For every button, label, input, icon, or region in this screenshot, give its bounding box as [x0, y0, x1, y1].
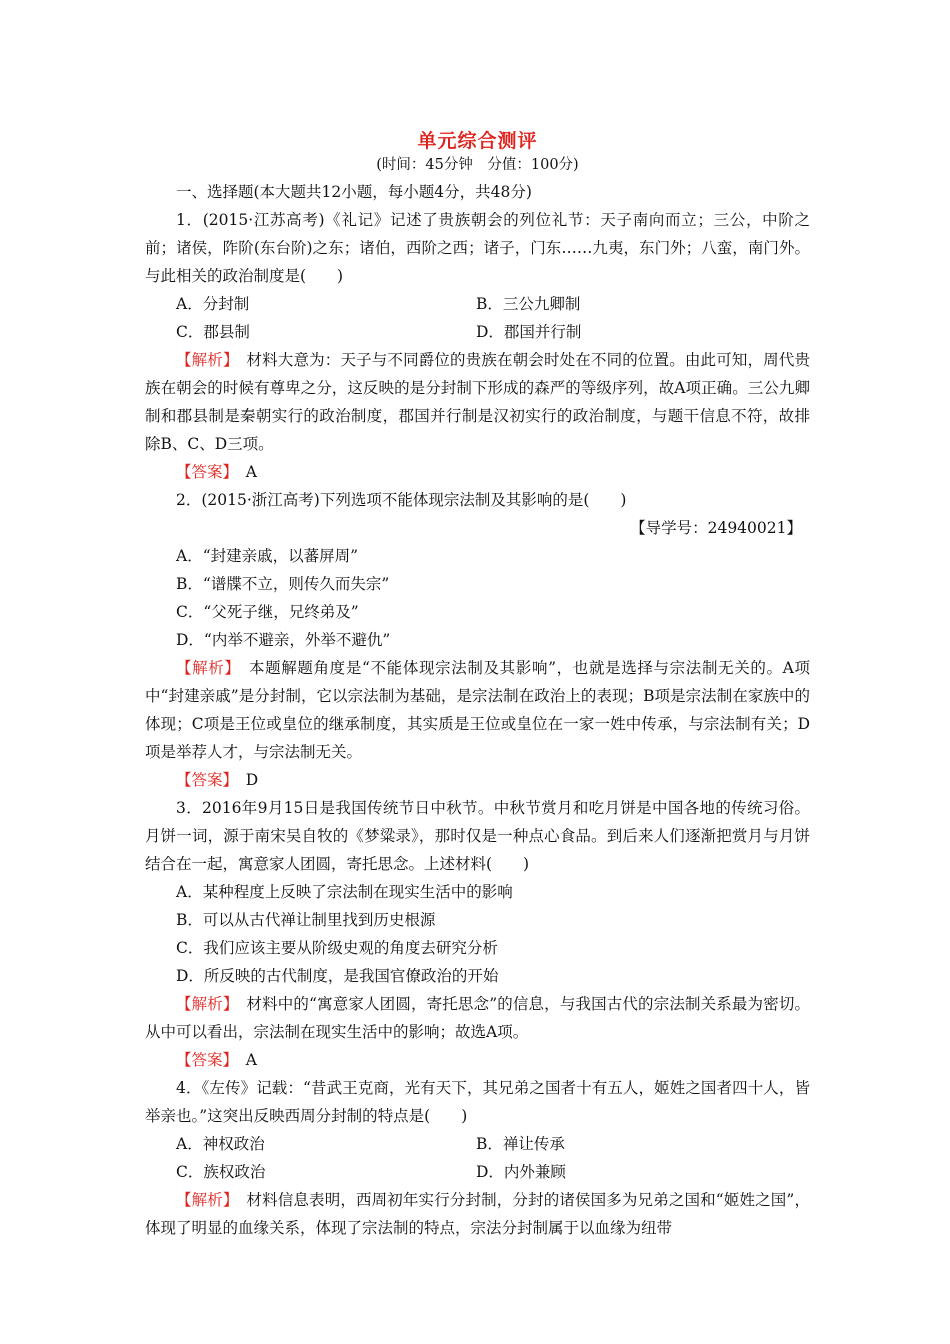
question-stem: 1．(2015·江苏高考)《礼记》记述了贵族朝会的列位礼节：天子南向而立；三公，中阶之前；诸侯，阼阶(东台阶)之东；诸伯，西阶之西；诸子，门东……九夷，东门外；八蛮，南门外。与此相关的政治制度是( ) — [145, 211, 810, 285]
option-d: D．内外兼顾 — [476, 1163, 566, 1181]
question-2 — [145, 486, 810, 794]
analysis — [145, 990, 810, 1046]
question-stem: 4．《左传》记载：“昔武王克商，光有天下，其兄弟之国者十有五人，姬姓之国者四十人，皆举亲也。”这突出反映西周分封制的特点是( ) — [145, 1079, 810, 1125]
analysis — [145, 1186, 810, 1242]
question-stem: 2．(2015·浙江高考)下列选项不能体现宗法制及其影响的是( ) — [176, 491, 627, 509]
answer-text: A — [230, 463, 257, 481]
option-row — [145, 1130, 810, 1158]
analysis-text: 材料中的“寓意家人团圆，寄托思念”的信息，与我国古代的宗法制关系最为密切。从中可以看出，宗法制在现实生活中的影响；故选A项。 — [145, 995, 810, 1041]
analysis-tag: 【解析】 — [176, 995, 231, 1013]
answer-tag: 【答案】 — [176, 771, 231, 789]
answer — [145, 1046, 810, 1074]
section-heading: 一、选择题(本大题共12小题，每小题4分，共48分) — [176, 183, 532, 201]
option-a: A．某种程度上反映了宗法制在现实生活中的影响 — [176, 883, 513, 901]
option-c: C．郡县制 — [176, 323, 250, 341]
option-c: C．“父死子继，兄终弟及” — [176, 603, 359, 621]
analysis — [145, 346, 810, 458]
analysis — [145, 654, 810, 766]
option-b: B．可以从古代禅让制里找到历史根源 — [176, 911, 436, 929]
option-b: B．禅让传承 — [476, 1135, 565, 1153]
answer-text: A — [230, 1051, 257, 1069]
answer — [145, 458, 810, 486]
page-title: 单元综合测评 — [417, 130, 538, 152]
option-row — [145, 290, 810, 318]
question-4 — [145, 1074, 810, 1242]
option-c: C．我们应该主要从阶级史观的角度去研究分析 — [176, 939, 498, 957]
analysis-text: 本题解题角度是“不能体现宗法制及其影响”，也就是选择与宗法制无关的。A项中“封建亲戚”是分封制，它以宗法制为基础，是宗法制在政治上的表现；B项是宗法制在家族中的体现；C项是王位或皇位的继承制度，其实质是王位或皇位在一家一姓中传承，与宗法制有关；D项是举荐人才，与宗法制无关。 — [145, 659, 810, 761]
answer-tag: 【答案】 — [176, 463, 231, 481]
question-stem: 3．2016年9月15日是我国传统节日中秋节。中秋节赏月和吃月饼是中国各地的传统习俗。月饼一词，源于南宋吴自牧的《梦粱录》，那时仅是一种点心食品。到后来人们逐渐把赏月与月饼结合在一起，寓意家人团圆，寄托思念。上述材料( ) — [145, 799, 810, 873]
question-1 — [145, 206, 810, 486]
option-a: A．“封建亲戚，以蕃屏周” — [176, 547, 359, 565]
question-3 — [145, 794, 810, 1074]
document-page — [145, 128, 810, 1242]
analysis-text: 材料信息表明，西周初年实行分封制，分封的诸侯国多为兄弟之国和“姬姓之国”，体现了明显的血缘关系，体现了宗法制的特点，宗法分封制属于以血缘为纽带 — [145, 1191, 810, 1237]
option-d: D．“内举不避亲，外举不避仇” — [176, 631, 391, 649]
option-d: D．所反映的古代制度，是我国官僚政治的开始 — [176, 967, 499, 985]
exam-meta: (时间：45分钟 分值：100分) — [376, 157, 579, 173]
analysis-text: 材料大意为：天子与不同爵位的贵族在朝会时处在不同的位置。由此可知，周代贵族在朝会的时候有尊卑之分，这反映的是分封制下形成的森严的等级序列，故A项正确。三公九卿制和郡县制是秦朝实行的政治制度，郡国并行制是汉初实行的政治制度，与题干信息不符，故排除B、C、D三项。 — [145, 351, 810, 453]
guide-number: 【导学号：24940021】 — [630, 519, 802, 537]
option-d: D．郡国并行制 — [476, 323, 582, 341]
answer-text: D — [230, 771, 259, 789]
option-a: A．神权政治 — [176, 1135, 265, 1153]
option-a: A．分封制 — [176, 295, 250, 313]
analysis-tag: 【解析】 — [176, 351, 231, 369]
option-b: B．“谱牒不立，则传久而失宗” — [176, 575, 390, 593]
answer-tag: 【答案】 — [176, 1051, 231, 1069]
option-c: C．族权政治 — [176, 1163, 266, 1181]
option-row — [145, 318, 810, 346]
option-row — [145, 1158, 810, 1186]
analysis-tag: 【解析】 — [176, 659, 233, 677]
option-b: B．三公九卿制 — [476, 295, 581, 313]
answer — [145, 766, 810, 794]
analysis-tag: 【解析】 — [176, 1191, 231, 1209]
